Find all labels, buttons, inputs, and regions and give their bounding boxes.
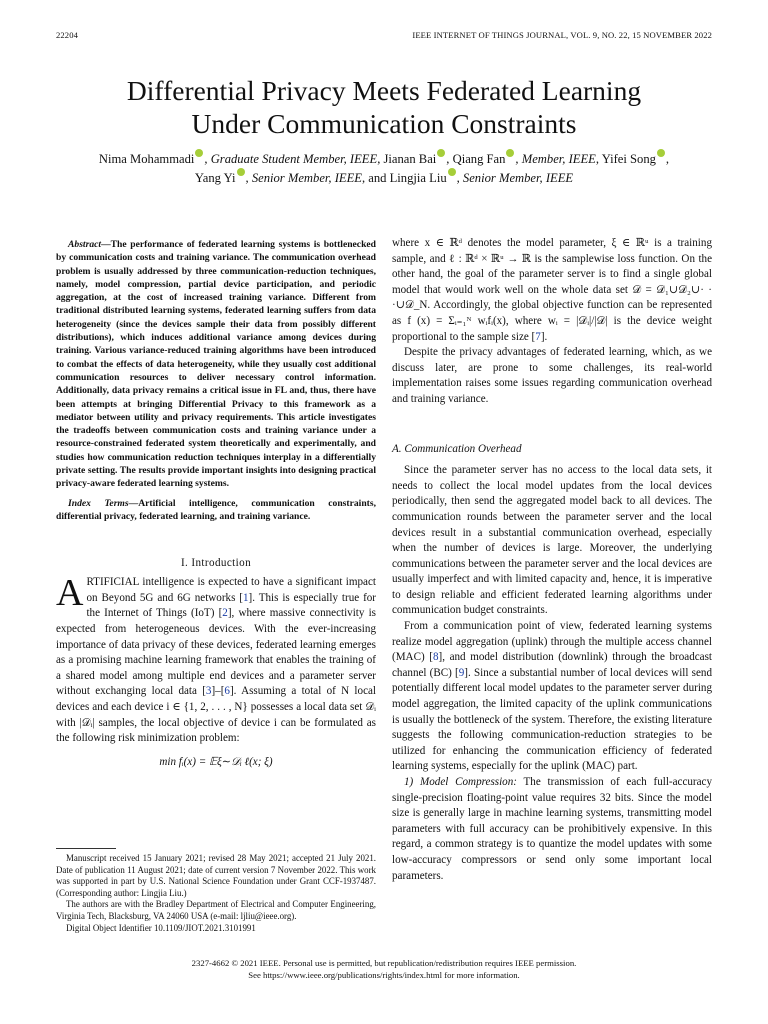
page-number: 22204 [56, 30, 78, 40]
left-column [56, 238, 376, 769]
body-text: where x ∈ ℝᵈ denotes the model parameter, ξ ∈ ℝᵘ is a training sample, and ℓ : ℝᵈ × ℝᵘ → ℝ is the samplewise loss function. On the other hand, the goal of the parameter server is to find a single global model that would work well on the whole data set 𝒟 = 𝒟₁∪𝒟₂∪· · ·∪𝒟_N. Accordingly, the global objective function can be represented as f (x) = Σᵢ₌₁ᴺ wᵢfᵢ(x), where wᵢ = |𝒟ᵢ|/|𝒟| is the device weight proportional to the sample size [ [392, 237, 712, 343]
paragraph [392, 775, 712, 884]
paragraph-label: 1) Model Compression: [404, 776, 517, 788]
paragraph [392, 619, 712, 775]
paragraph [392, 236, 712, 345]
citation-link[interactable]: 8 [432, 651, 439, 664]
citation-link[interactable]: 9 [458, 666, 465, 679]
footnotes [56, 853, 376, 934]
index-terms-text: —Artificial intelligence, communication constraints, differential privacy, federated learning, and training variance. [56, 497, 376, 522]
copyright-notice [40, 957, 728, 981]
drop-cap: A [56, 572, 84, 615]
citation-link[interactable]: 2 [222, 607, 228, 620]
footnote-affiliation: The authors are with the Bradley Department of Electrical and Computer Engineering, Virginia Tech, Blacksburg, VA 24060 USA (e-mail: ljliu@ieee.org). [56, 899, 376, 921]
author-1-role: , Graduate Student Member, IEEE [204, 152, 378, 167]
intro-text: ]. Assuming a total of N local devices and each device i ∈ {1, 2, . . . , N} possesses a local data set 𝒟ᵢ with |𝒟ᵢ| samples, the local objective of device i can be formulated as the following risk minimization problem: [56, 685, 376, 745]
index-terms [56, 497, 376, 524]
intro-text: ], where massive connectivity is expected from heterogeneous devices. With the ever-increasing importance of data privacy of these devices, federated learning emerges as a promising machine learning framework that enables the training of a shared model among multiple end devices and a parameter server without exchanging local data [ [56, 607, 376, 698]
author-6: , and Lingjia Liu [361, 171, 447, 186]
paper-title [40, 74, 728, 140]
orcid-icon[interactable] [448, 168, 456, 176]
section-heading-introduction: I. Introduction [180, 557, 252, 570]
copyright-line-2: See https://www.ieee.org/publications/rights/index.html for more information. [248, 970, 520, 980]
author-6-role: , Senior Member, IEEE [456, 171, 574, 186]
footnote-rule [56, 848, 116, 849]
orcid-icon[interactable] [437, 149, 445, 157]
footnote-doi: Digital Object Identifier 10.1109/JIOT.2021.3101991 [66, 922, 256, 933]
abstract-label: Abstract [68, 239, 102, 250]
citation-link[interactable]: 1 [243, 591, 249, 604]
subsection-heading-communication-overhead: A. Communication Overhead [392, 442, 522, 455]
copyright-line-1: 2327-4662 © 2021 IEEE. Personal use is permitted, but republication/redistribution requires IEEE permission. [191, 958, 577, 968]
body-text: ], and model distribution (downlink) through the broadcast channel (BC) [ [392, 651, 712, 679]
abstract [56, 238, 376, 491]
orcid-icon[interactable] [195, 149, 203, 157]
paragraph: Despite the privacy advantages of federated learning, which, as we discuss later, are prone to some challenges, its real-world implementation raises some issues regarding communication overhead and training variance. [392, 346, 712, 405]
author-1: Nima Mohammadi [98, 152, 195, 167]
body-text: The transmission of each full-accuracy single-precision floating-point value requires 32 bits. Since the model size is generally large in machine learning systems, transmitting model parameters with full accuracy can be prohibitively expensive. In this regard, a common strategy is to quantize the model updates with some low-accuracy compressors or send only some important local parameters. [392, 776, 713, 882]
citation-link[interactable]: 6 [224, 685, 230, 698]
body-text: ]. [540, 330, 548, 343]
author-5-role: , Senior Member, IEEE [245, 171, 362, 186]
intro-paragraph [56, 572, 377, 747]
equation-local-objective: min fᵢ(x) = 𝔼ξ∼𝒟ᵢ ℓ(x; ξ) [159, 755, 273, 768]
journal-header: IEEE INTERNET OF THINGS JOURNAL, VOL. 9, NO. 22, 15 NOVEMBER 2022 [412, 30, 712, 40]
paragraph: Since the parameter server has no access to the local data sets, it needs to collect the local model updates from the local devices periodically, then send the aggregated model back to all devices. The communication rounds between the parameter server and the local devices result in a substantial communication overhead, especially when the number of devices is large. Moreover, the underlying communications between the parameter server and the local devices are usually imperfect and with limited capacity and, hence, it is imperative to design reliable and efficient federated learning algorithms under communication budget constraints. [392, 464, 712, 617]
body-text: From a communication point of view, federated learning systems realize model aggregation (uplink) through the multiple access channel (MAC) [ [392, 620, 712, 664]
author-5: Yang Yi [194, 171, 236, 186]
author-list [40, 150, 728, 188]
title-line-1: Differential Privacy Meets Federated Learning [126, 75, 642, 106]
title-line-2: Under Communication Constraints [191, 108, 577, 139]
body-text: ]. Since a substantial number of local devices will send potentially different local model updates to the parameter server during model aggregation, the limited capacity of the uplink communications is usually the bottleneck of the system. Therefore, the existing literature suggests the following communication-reduction strategies to be utilized for enhancing the communication efficiency of federated learning systems, especially for the uplink (MAC) part. [392, 666, 712, 773]
abstract-text: —The performance of federated learning systems is bottlenecked by communication costs and training variance. The communication overhead problem is usually addressed by three communication-reduction techniques, namely, model compression, partial device participation, and periodic aggregation, at the cost of increased training variance. Different from traditional distributed learning systems, federated learning suffers from data heterogeneity (since the devices sample their data from possibly different distributions), which induces additional variance among devices during training. Various variance-reduced training algorithms have been introduced to combat the effects of data heterogeneity, while they usually cost additional communication resources to deliver necessary control information. Additionally, data privacy remains a critical issue in FL and, thus, there have been attempts at bringing Differential Privacy to this framework as a mediator between utility and privacy requirements. This article investigates the tradeoffs between communication costs and training variance under a resource-constrained federated system theoretically and experimentally, and studies how communication reduction techniques interplay in a differentially private setting. The results provide important insights into designing practical privacy-aware federated learning systems. [56, 239, 376, 490]
orcid-icon[interactable] [237, 168, 245, 176]
author-separator: , [665, 152, 670, 167]
intro-text: RTIFICIAL intelligence is expected to have a significant impact on Beyond 5G and 6G networks [ [86, 576, 376, 604]
intro-text: ]. This is especially true for the Internet of Things (IoT) [ [86, 591, 377, 620]
right-column [392, 236, 712, 884]
author-4: , Yifei Song [595, 152, 656, 167]
orcid-icon[interactable] [506, 149, 514, 157]
author-3: , Qiang Fan [446, 152, 506, 167]
citation-link[interactable]: 7 [535, 330, 541, 343]
index-terms-label: Index Terms [68, 497, 129, 509]
citation-link[interactable]: 3 [205, 685, 212, 698]
orcid-icon[interactable] [657, 149, 665, 157]
intro-text: ]–[ [211, 685, 225, 698]
author-3-role: , Member, IEEE [515, 152, 596, 167]
author-2: , Jianan Bai [377, 152, 437, 167]
footnote-manuscript: Manuscript received 15 January 2021; revised 28 May 2021; accepted 21 July 2021. Date of publication 11 August 2021; date of current version 7 November 2022. This work was supported in part by U.S. National Science Foundation under Grant CCF-1937487. (Corresponding author: Lingjia Liu.) [56, 853, 376, 898]
